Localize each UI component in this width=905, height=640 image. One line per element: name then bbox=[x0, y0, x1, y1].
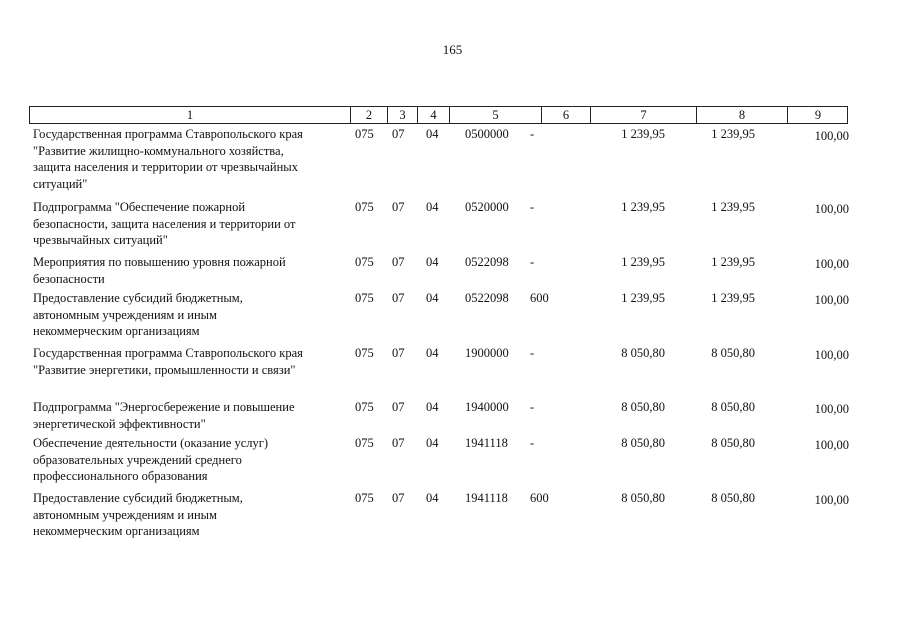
execution-percent: 100,00 bbox=[814, 493, 849, 507]
description-line: автономным учреждениям и иным bbox=[33, 307, 217, 322]
executed-amount: 8 050,80 bbox=[711, 346, 755, 360]
description-line: Государственная программа Ставропольского края bbox=[33, 346, 303, 360]
ministry-code: 075 bbox=[355, 127, 374, 141]
row-description bbox=[33, 254, 351, 287]
expense-type-code: - bbox=[530, 346, 535, 360]
executed-amount: 1 239,95 bbox=[711, 200, 755, 214]
ministry-code: 075 bbox=[355, 400, 374, 414]
table-header bbox=[29, 106, 848, 124]
executed-amount: 1 239,95 bbox=[711, 255, 755, 269]
execution-percent: 100,00 bbox=[814, 438, 849, 452]
subsection-code: 04 bbox=[426, 291, 439, 305]
header-cell-9: 9 bbox=[787, 107, 848, 123]
executed-amount: 8 050,80 bbox=[711, 400, 755, 414]
header-cell-7: 7 bbox=[590, 107, 696, 123]
target-article-code: 0500000 bbox=[465, 127, 509, 141]
description-line: Мероприятия по повышению уровня пожарной bbox=[33, 255, 286, 269]
row-description bbox=[33, 490, 351, 540]
header-cell-2: 2 bbox=[350, 107, 387, 123]
execution-percent: 100,00 bbox=[814, 202, 849, 216]
description-line: Обеспечение деятельности (оказание услуг) bbox=[33, 436, 269, 450]
expense-type-code: 600 bbox=[530, 491, 549, 505]
description-line: некоммерческим организациям bbox=[33, 324, 200, 338]
subsection-code: 04 bbox=[426, 127, 439, 141]
execution-percent: 100,00 bbox=[814, 257, 849, 271]
execution-percent: 100,00 bbox=[814, 129, 849, 143]
section-code: 07 bbox=[392, 291, 405, 305]
description-line: Подпрограмма "Обеспечение пожарной bbox=[33, 200, 246, 214]
header-cell-1: 1 bbox=[186, 108, 194, 122]
expense-type-code: 600 bbox=[530, 291, 549, 305]
executed-amount: 8 050,80 bbox=[711, 491, 755, 505]
section-code: 07 bbox=[392, 491, 405, 505]
row-description bbox=[33, 199, 351, 249]
expense-type-code: - bbox=[530, 127, 535, 141]
header-cell-3: 3 bbox=[387, 107, 417, 123]
expense-type-code: - bbox=[530, 200, 535, 214]
executed-amount: 1 239,95 bbox=[711, 127, 755, 141]
expense-type-code: - bbox=[530, 255, 535, 269]
description-line: энергетической эффективности" bbox=[33, 416, 206, 431]
ministry-code: 075 bbox=[355, 255, 374, 269]
target-article-code: 0520000 bbox=[465, 200, 509, 214]
subsection-code: 04 bbox=[426, 400, 439, 414]
description-line: "Развитие энергетики, промышленности и связи" bbox=[33, 362, 296, 377]
expense-type-code: - bbox=[530, 400, 535, 414]
description-line: автономным учреждениям и иным bbox=[33, 507, 217, 522]
section-code: 07 bbox=[392, 255, 405, 269]
subsection-code: 04 bbox=[426, 346, 439, 360]
ministry-code: 075 bbox=[355, 346, 374, 360]
planned-amount: 1 239,95 bbox=[621, 200, 665, 214]
description-line: образовательных учреждений среднего bbox=[33, 452, 242, 467]
row-description bbox=[33, 345, 351, 378]
expense-type-code: - bbox=[530, 436, 535, 450]
subsection-code: 04 bbox=[426, 491, 439, 505]
subsection-code: 04 bbox=[426, 255, 439, 269]
row-description bbox=[33, 399, 351, 432]
subsection-code: 04 bbox=[426, 200, 439, 214]
page-number: 165 bbox=[442, 42, 463, 57]
execution-percent: 100,00 bbox=[814, 402, 849, 416]
ministry-code: 075 bbox=[355, 200, 374, 214]
description-line: ситуаций" bbox=[33, 176, 88, 191]
target-article-code: 1940000 bbox=[465, 400, 509, 414]
subsection-code: 04 bbox=[426, 436, 439, 450]
description-line: безопасности bbox=[33, 271, 105, 286]
description-line: Подпрограмма "Энергосбережение и повышение bbox=[33, 400, 295, 414]
planned-amount: 8 050,80 bbox=[621, 436, 665, 450]
executed-amount: 8 050,80 bbox=[711, 436, 755, 450]
target-article-code: 1941118 bbox=[465, 491, 508, 505]
section-code: 07 bbox=[392, 200, 405, 214]
target-article-code: 0522098 bbox=[465, 255, 509, 269]
planned-amount: 1 239,95 bbox=[621, 255, 665, 269]
execution-percent: 100,00 bbox=[814, 293, 849, 307]
description-line: некоммерческим организациям bbox=[33, 524, 200, 538]
ministry-code: 075 bbox=[355, 436, 374, 450]
ministry-code: 075 bbox=[355, 291, 374, 305]
planned-amount: 1 239,95 bbox=[621, 291, 665, 305]
ministry-code: 075 bbox=[355, 491, 374, 505]
description-line: Предоставление субсидий бюджетным, bbox=[33, 291, 243, 305]
row-description bbox=[33, 290, 351, 340]
executed-amount: 1 239,95 bbox=[711, 291, 755, 305]
planned-amount: 1 239,95 bbox=[621, 127, 665, 141]
header-cell-5: 5 bbox=[449, 107, 541, 123]
section-code: 07 bbox=[392, 346, 405, 360]
row-description bbox=[33, 126, 351, 192]
section-code: 07 bbox=[392, 400, 405, 414]
header-cell-4: 4 bbox=[417, 107, 449, 123]
description-line: профессионального образования bbox=[33, 469, 208, 483]
target-article-code: 0522098 bbox=[465, 291, 509, 305]
target-article-code: 1941118 bbox=[465, 436, 508, 450]
planned-amount: 8 050,80 bbox=[621, 346, 665, 360]
row-description bbox=[33, 435, 351, 485]
description-line: безопасности, защита населения и территории от bbox=[33, 216, 296, 231]
planned-amount: 8 050,80 bbox=[621, 491, 665, 505]
description-line: защита населения и территории от чрезвычайных bbox=[33, 160, 298, 174]
header-cell-6: 6 bbox=[541, 107, 590, 123]
description-line: "Развитие жилищно-коммунального хозяйства, bbox=[33, 143, 284, 158]
planned-amount: 8 050,80 bbox=[621, 400, 665, 414]
execution-percent: 100,00 bbox=[814, 348, 849, 362]
section-code: 07 bbox=[392, 436, 405, 450]
header-cell-8: 8 bbox=[696, 107, 787, 123]
description-line: Государственная программа Ставропольского края bbox=[33, 127, 303, 141]
section-code: 07 bbox=[392, 127, 405, 141]
description-line: чрезвычайных ситуаций" bbox=[33, 233, 168, 247]
target-article-code: 1900000 bbox=[465, 346, 509, 360]
description-line: Предоставление субсидий бюджетным, bbox=[33, 491, 243, 505]
